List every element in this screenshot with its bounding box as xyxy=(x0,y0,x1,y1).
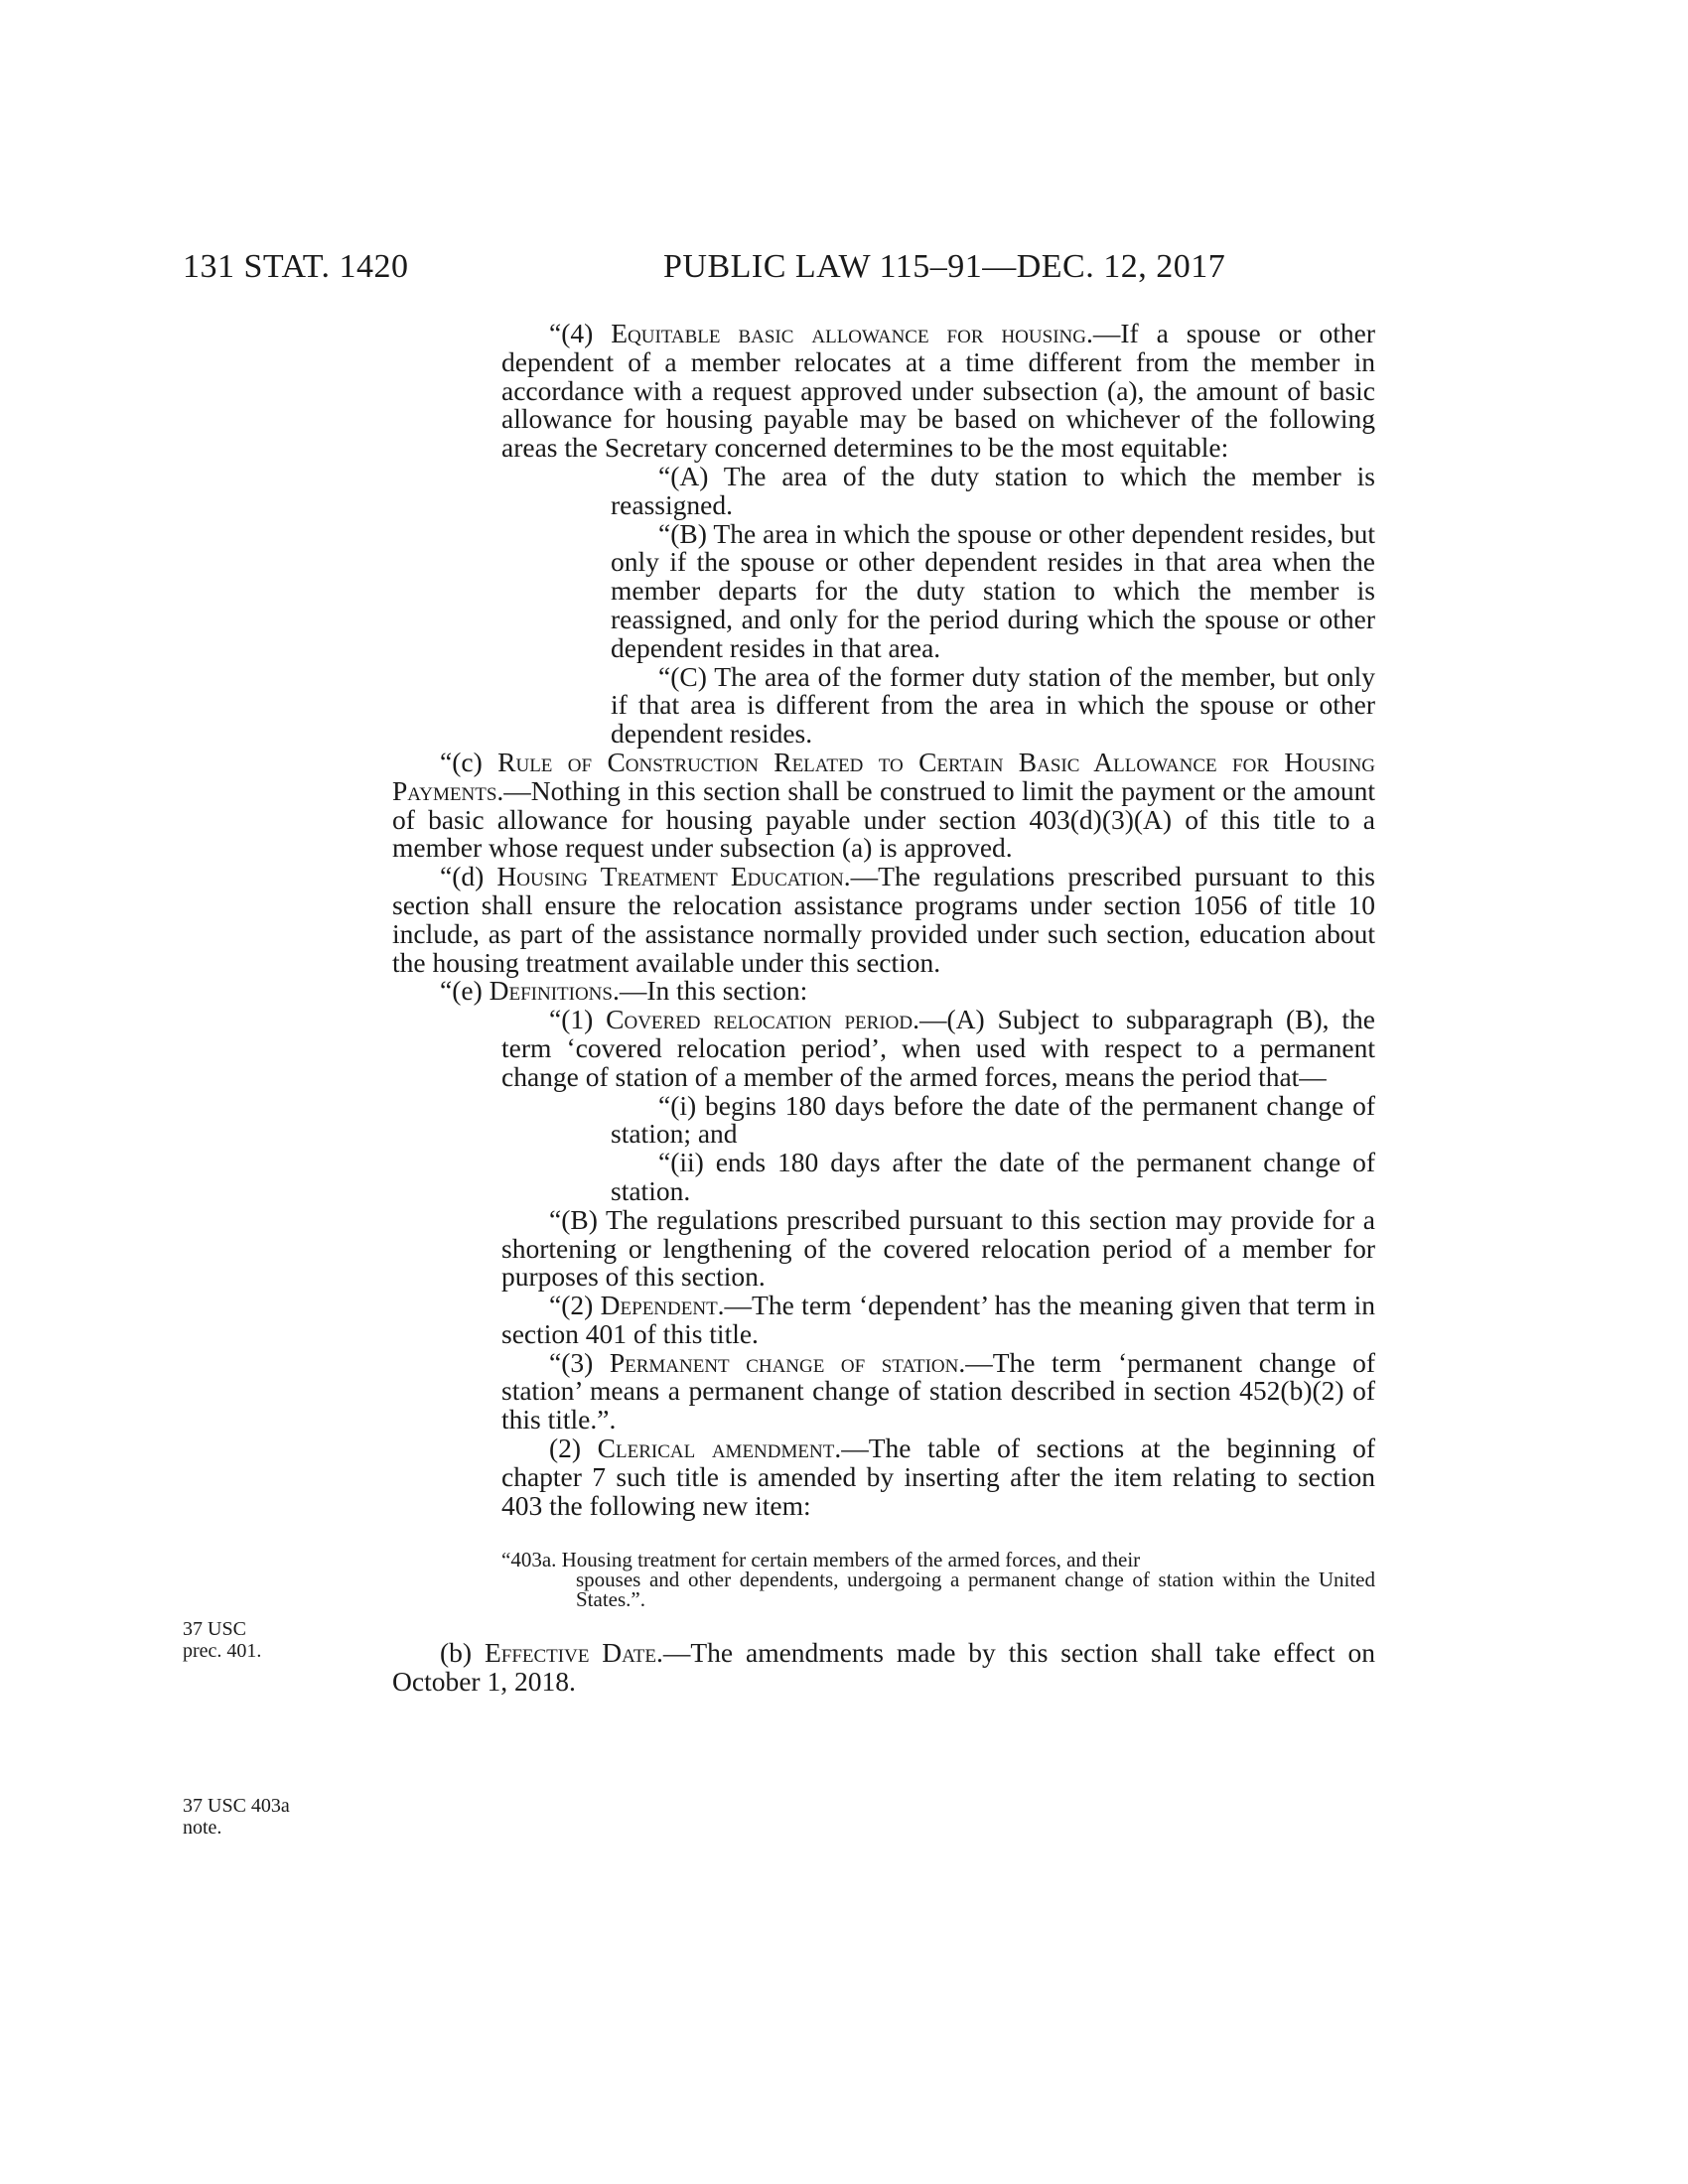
subparagraph-B: “(B) The area in which the spouse or other dependent resides, but only if the spouse or other dependent resides in that area when the member departs for the duty station to which the member is reassigned, and only for the period during which the spouse or other dependent resides in that area. xyxy=(611,517,1375,663)
subparagraph-A: “(A) The area of the duty station to which the member is reassigned. xyxy=(611,460,1375,520)
paragraph-4: “(4) Equitable basic allowance for housing.—If a spouse or other dependent of a member relocates at a time different from the member in accordance with a request approved under subsection (a), the amount of basic allowance for housing payable may be based on whichever of the following areas the Secretary concerned determines to be the most equitable: xyxy=(501,318,1375,464)
margin-note-usc-prec-401: 37 USC prec. 401. xyxy=(183,1618,262,1662)
subsection-c: “(c) Rule of Construction Related to Certain Basic Allowance for Housing Payments.—Nothing in this section shall be construed to limit the payment or the amount of basic allowance for housing payable under section 403(d)(3)(A) of this title to a member whose request under subsection (a) is approved. xyxy=(392,746,1376,864)
table-item-line-2: spouses and other dependents, undergoing a permanent change of station within the United States.”. xyxy=(576,1568,1375,1612)
page-number-header: 131 STAT. 1420 xyxy=(183,248,409,285)
clause-i: “(i) begins 180 days before the date of the permanent change of station; and xyxy=(611,1089,1375,1150)
definition-1-B: “(B) The regulations prescribed pursuant to this section may provide for a shortening or lengthening of the covered relocation period of a member for purposes of this section. xyxy=(501,1203,1375,1293)
subsection-b-effective-date: (b) Effective Date.—The amendments made by this section shall take effect on October 1, 2018. xyxy=(392,1637,1375,1698)
table-of-sections-item xyxy=(501,1548,1375,1612)
table-item-line-1: “403a. Housing treatment for certain members of the armed forces, and their xyxy=(501,1548,1141,1572)
definition-1: “(1) Covered relocation period.—(A) Subject to subparagraph (B), the term ‘covered relocation period’, when used with respect to a permanent change of station of a member of the armed forces, means the period that— xyxy=(501,1004,1375,1092)
subparagraph-C: “(C) The area of the former duty station of the member, but only if that area is different from the area in which the spouse or other dependent resides. xyxy=(611,660,1375,750)
definition-2: “(2) Dependent.—The term ‘dependent’ has the meaning given that term in section 401 of this title. xyxy=(501,1290,1375,1349)
subsection-e: “(e) Definitions.—In this section: xyxy=(440,975,808,1007)
clause-ii: “(ii) ends 180 days after the date of the permanent change of station. xyxy=(611,1147,1375,1206)
statute-body xyxy=(392,318,1376,1698)
running-title: PUBLIC LAW 115–91—DEC. 12, 2017 xyxy=(663,248,1226,285)
definition-3: “(3) Permanent change of station.—The term ‘permanent change of station’ means a permanent change of station described in section 452(b)(2) of this title.”. xyxy=(501,1346,1376,1435)
subsection-d: “(d) Housing Treatment Education.—The regulations prescribed pursuant to this section shall ensure the relocation assistance programs under section 1056 of title 10 include, as part of the assistance normally provided under such section, education about the housing treatment available under this section. xyxy=(392,861,1375,978)
margin-note-usc-403a: 37 USC 403a note. xyxy=(183,1795,290,1839)
clerical-amendment: (2) Clerical amendment.—The table of sections at the beginning of chapter 7 such title is amended by inserting after the item relating to section 403 the following new item: xyxy=(501,1433,1375,1521)
